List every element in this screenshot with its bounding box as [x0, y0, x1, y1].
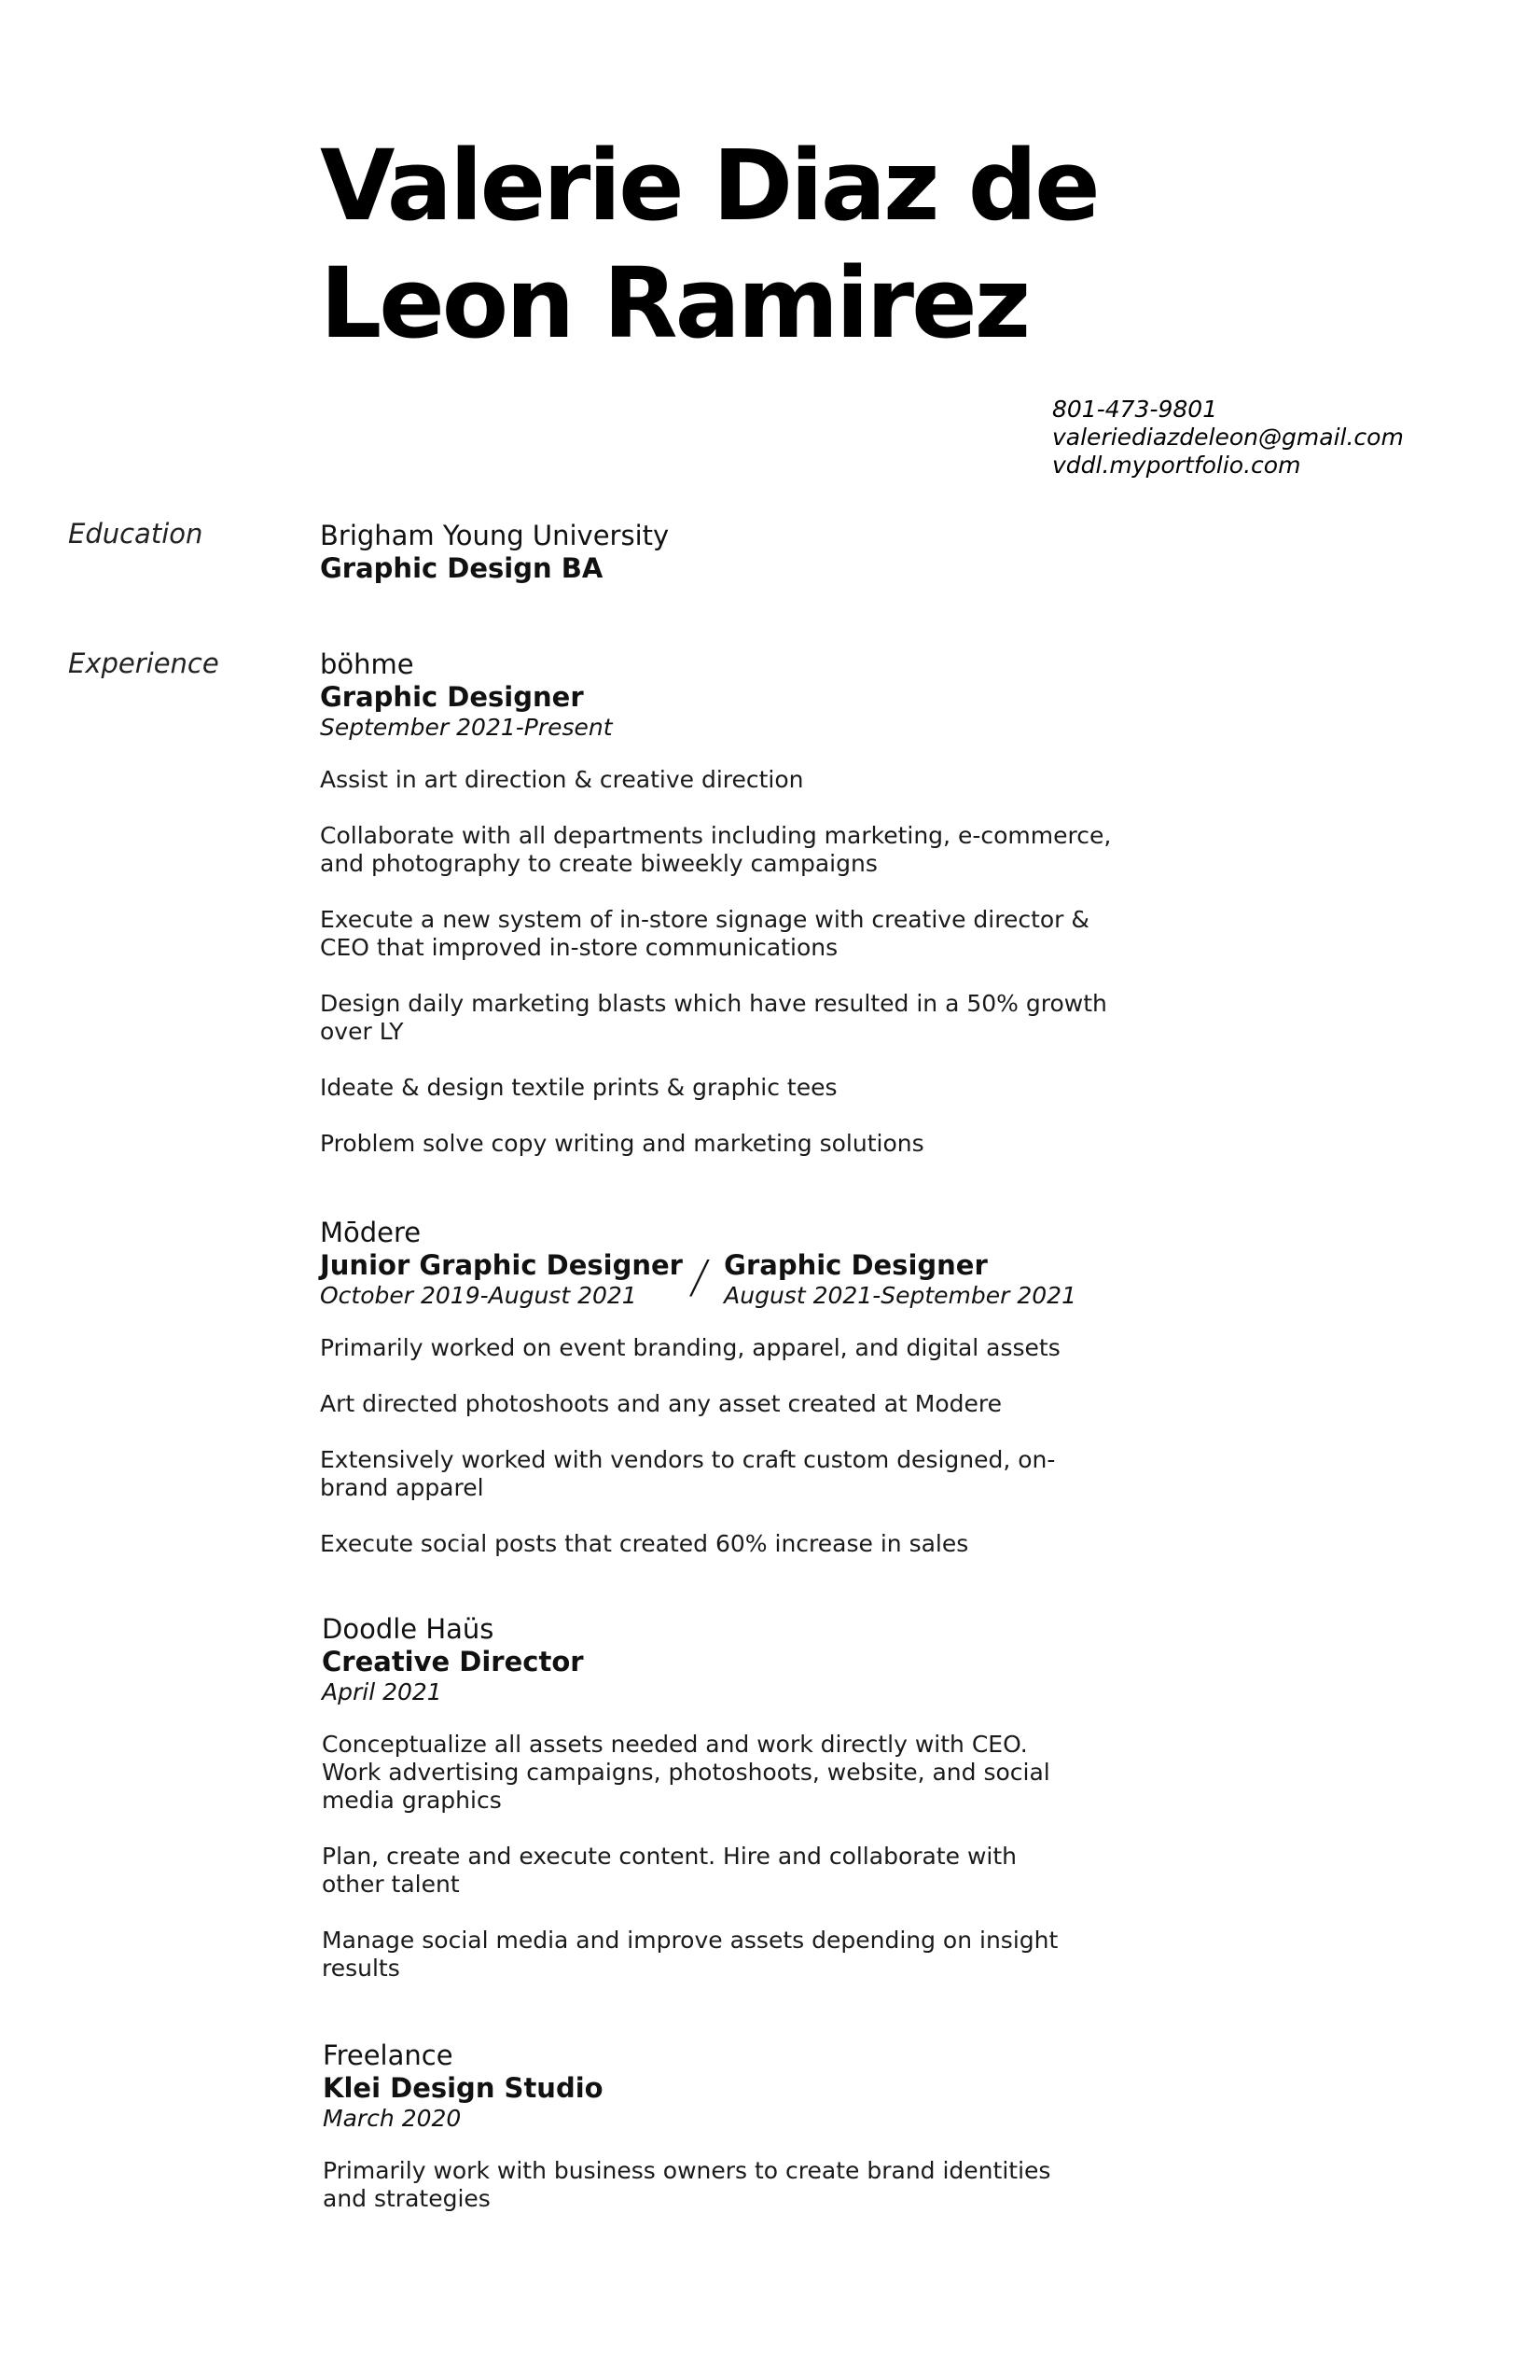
degree-name: Graphic Design BA — [320, 552, 604, 584]
job-bullet: Manage social media and improve assets depending on insight results — [322, 1927, 1059, 1982]
job-role-transition — [320, 1249, 1159, 1310]
job-company: Mōdere — [320, 1217, 422, 1248]
job-dates: March 2020 — [323, 2105, 462, 2132]
job-role-first — [320, 1249, 683, 1310]
job-bullet: Art directed photoshoots and any asset created at Modere — [320, 1390, 1002, 1417]
job-bullets — [323, 2157, 1069, 2213]
job-dates: October 2019-August 2021 — [320, 1282, 637, 1309]
job-company: böhme — [320, 648, 414, 680]
job-role-second — [724, 1249, 1076, 1310]
job-bullet: Problem solve copy writing and marketing solutions — [320, 1130, 924, 1157]
job-doodle-haus — [322, 1612, 1068, 2011]
job-dates: April 2021 — [322, 1678, 442, 1705]
job-bullets — [322, 1731, 1068, 1983]
name-line-2: Leon Ramirez — [320, 246, 1029, 360]
contact-info — [1052, 396, 1404, 480]
job-bullet: Primarily work with business owners to create brand identities and strategies — [323, 2157, 1051, 2212]
job-role: Klei Design Studio — [323, 2072, 604, 2104]
job-bullet: Conceptualize all assets needed and work directly with CEO. Work advertising campaigns, photoshoots, website, and social media graphics — [322, 1731, 1050, 1814]
experience-label: Experience — [68, 647, 219, 679]
job-bohme — [320, 647, 1122, 1186]
role-separator: / — [687, 1251, 713, 1303]
job-dates: September 2021-Present — [320, 714, 613, 741]
job-role: Junior Graphic Designer — [320, 1249, 683, 1281]
education-label: Education — [68, 518, 203, 550]
job-role: Graphic Designer — [320, 681, 584, 713]
job-bullet: Design daily marketing blasts which have resulted in a 50% growth over LY — [320, 990, 1107, 1045]
job-bullets — [320, 1334, 1085, 1558]
candidate-name — [320, 127, 1098, 362]
job-modere — [320, 1216, 1159, 1586]
school-name: Brigham Young University — [320, 520, 670, 551]
email-address[interactable]: valeriediazdeleon@gmail.com — [1052, 424, 1404, 451]
job-role: Graphic Designer — [724, 1249, 988, 1281]
job-role: Creative Director — [322, 1646, 584, 1677]
phone-number: 801-473-9801 — [1052, 396, 1218, 423]
job-bullet: Ideate & design textile prints & graphic tees — [320, 1074, 838, 1101]
job-bullet: Primarily worked on event branding, apparel, and digital assets — [320, 1334, 1061, 1361]
job-bullet: Collaborate with all departments including marketing, e-commerce, and photography to create biweekly campaigns — [320, 822, 1112, 877]
job-freelance — [323, 2039, 1069, 2241]
job-bullets — [320, 766, 1122, 1158]
name-line-1: Valerie Diaz de — [320, 129, 1098, 243]
job-bullet: Extensively worked with vendors to craft custom designed, on-brand apparel — [320, 1446, 1056, 1501]
job-company: Freelance — [323, 2039, 453, 2071]
education-block — [320, 519, 669, 585]
job-bullet: Plan, create and execute content. Hire and collaborate with other talent — [322, 1843, 1018, 1898]
job-dates: August 2021-September 2021 — [724, 1282, 1076, 1309]
job-bullet: Assist in art direction & creative direction — [320, 766, 804, 793]
job-company: Doodle Haüs — [322, 1613, 494, 1645]
job-bullet: Execute social posts that created 60% increase in sales — [320, 1530, 969, 1557]
job-bullet: Execute a new system of in-store signage with creative director & CEO that improved in-store communications — [320, 906, 1089, 961]
portfolio-link[interactable]: vddl.myportfolio.com — [1052, 452, 1301, 479]
